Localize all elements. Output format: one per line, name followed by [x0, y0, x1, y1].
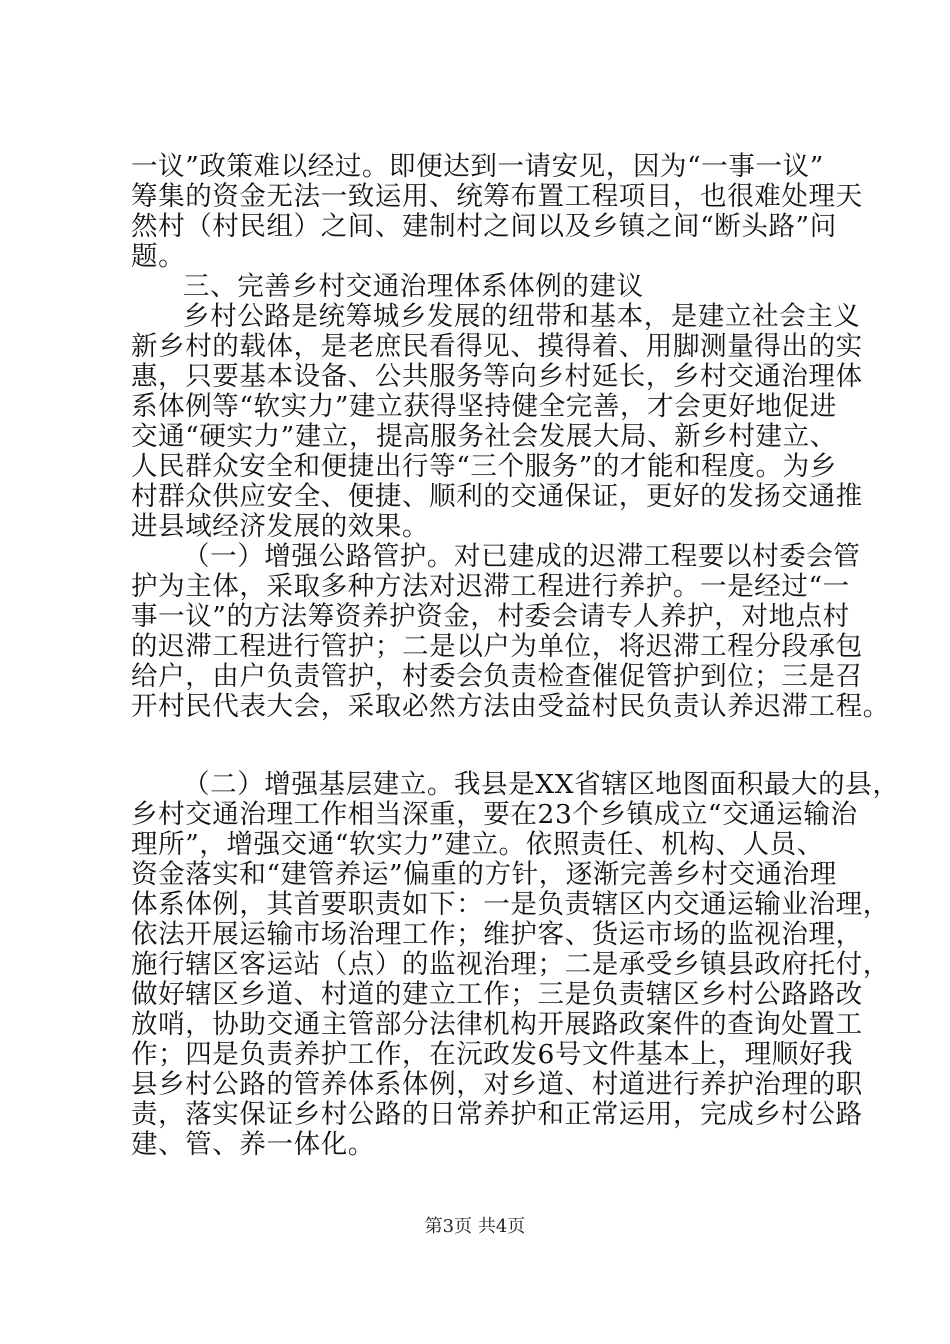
text-line: 开村民代表大会，采取必然方法由受益村民负责认养迟滞工程。: [131, 691, 890, 722]
text-line: 村群众供应安全、便捷、顺利的交通保证，更好的发扬交通推: [131, 481, 863, 512]
text-line: 一议”政策难以经过。即便达到一请安见，因为“一事一议”: [131, 151, 824, 182]
text-line: 题。: [131, 241, 186, 272]
text-line: 护为主体，采取多种方法对迟滞工程进行养护。一是经过“一: [131, 571, 850, 602]
text-line: 新乡村的载体，是老庶民看得见、摸得着、用脚测量得出的实: [131, 331, 863, 362]
text-line: （二）增强基层建立。我县是XX省辖区地图面积最大的县，: [183, 769, 900, 800]
paragraph-3: [131, 541, 890, 722]
section-heading: [131, 272, 831, 302]
document-body: [131, 151, 900, 1160]
paragraph-2: [131, 301, 863, 542]
paragraph-spacer: [131, 722, 831, 770]
text-line: 乡村交通治理工作相当深重，要在23个乡镇成立“交通运输治: [131, 799, 858, 830]
page-footer: 第3页 共4页: [424, 1216, 526, 1237]
text-line: 筹集的资金无法一致运用、统筹布置工程项目，也很难处理天: [131, 181, 863, 212]
text-line: 体系体例，其首要职责如下：一是负责辖区内交通运输业治理，: [131, 889, 890, 920]
text-line: 的迟滞工程进行管护；二是以户为单位，将迟滞工程分段承包: [131, 631, 863, 662]
text-line: 施行辖区客运站（点）的监视治理；二是承受乡镇县政府托付，: [131, 949, 890, 980]
heading-text: 三、完善乡村交通治理体系体例的建议: [183, 271, 644, 302]
text-line: 人民群众安全和便捷出行等“三个服务”的才能和程度。为乡: [131, 451, 837, 482]
text-line: 做好辖区乡道、村道的建立工作；三是负责辖区乡村公路路改: [131, 979, 863, 1010]
text-line: 县乡村公路的管养体系体例，对乡道、村道进行养护治理的职: [131, 1069, 863, 1100]
text-line: 然村（村民组）之间、建制村之间以及乡镇之间“断头路”问: [131, 211, 837, 242]
text-line: 理所”，增强交通“软实力”建立。依照责任、机构、人员、: [131, 829, 824, 860]
text-line: 作；四是负责养护工作，在沅政发6号文件基本上，理顺好我: [131, 1039, 854, 1070]
text-line: 交通“硬实力”建立，提高服务社会发展大局、新乡村建立、: [131, 421, 837, 452]
text-line: 乡村公路是统筹城乡发展的纽带和基本，是建立社会主义: [183, 301, 861, 332]
text-line: 建、管、养一体化。: [131, 1129, 375, 1160]
paragraph-4: [131, 769, 900, 1160]
text-line: 惠，只要基本设备、公共服务等向乡村延长，乡村交通治理体: [131, 361, 863, 392]
text-line: 责，落实保证乡村公路的日常养护和正常运用，完成乡村公路: [131, 1099, 863, 1130]
paragraph-1: [131, 151, 863, 272]
text-line: （一）增强公路管护。对已建成的迟滞工程要以村委会管: [183, 541, 861, 572]
text-line: 事一议”的方法筹资养护资金，村委会请专人养护，对地点村: [131, 601, 850, 632]
text-line: 放哨，协助交通主管部分法律机构开展路政案件的查询处置工: [131, 1009, 863, 1040]
text-line: 资金落实和“建管养运”偏重的方针，逐渐完善乡村交通治理: [131, 859, 837, 890]
text-line: 进县域经济发展的效果。: [131, 511, 430, 542]
text-line: 系体例等“软实力”建立获得坚持健全完善，才会更好地促进: [131, 391, 837, 422]
text-line: 给户，由户负责管护，村委会负责检查催促管护到位；三是召: [131, 661, 863, 692]
text-line: 依法开展运输市场治理工作；维护客、货运市场的监视治理，: [131, 919, 863, 950]
